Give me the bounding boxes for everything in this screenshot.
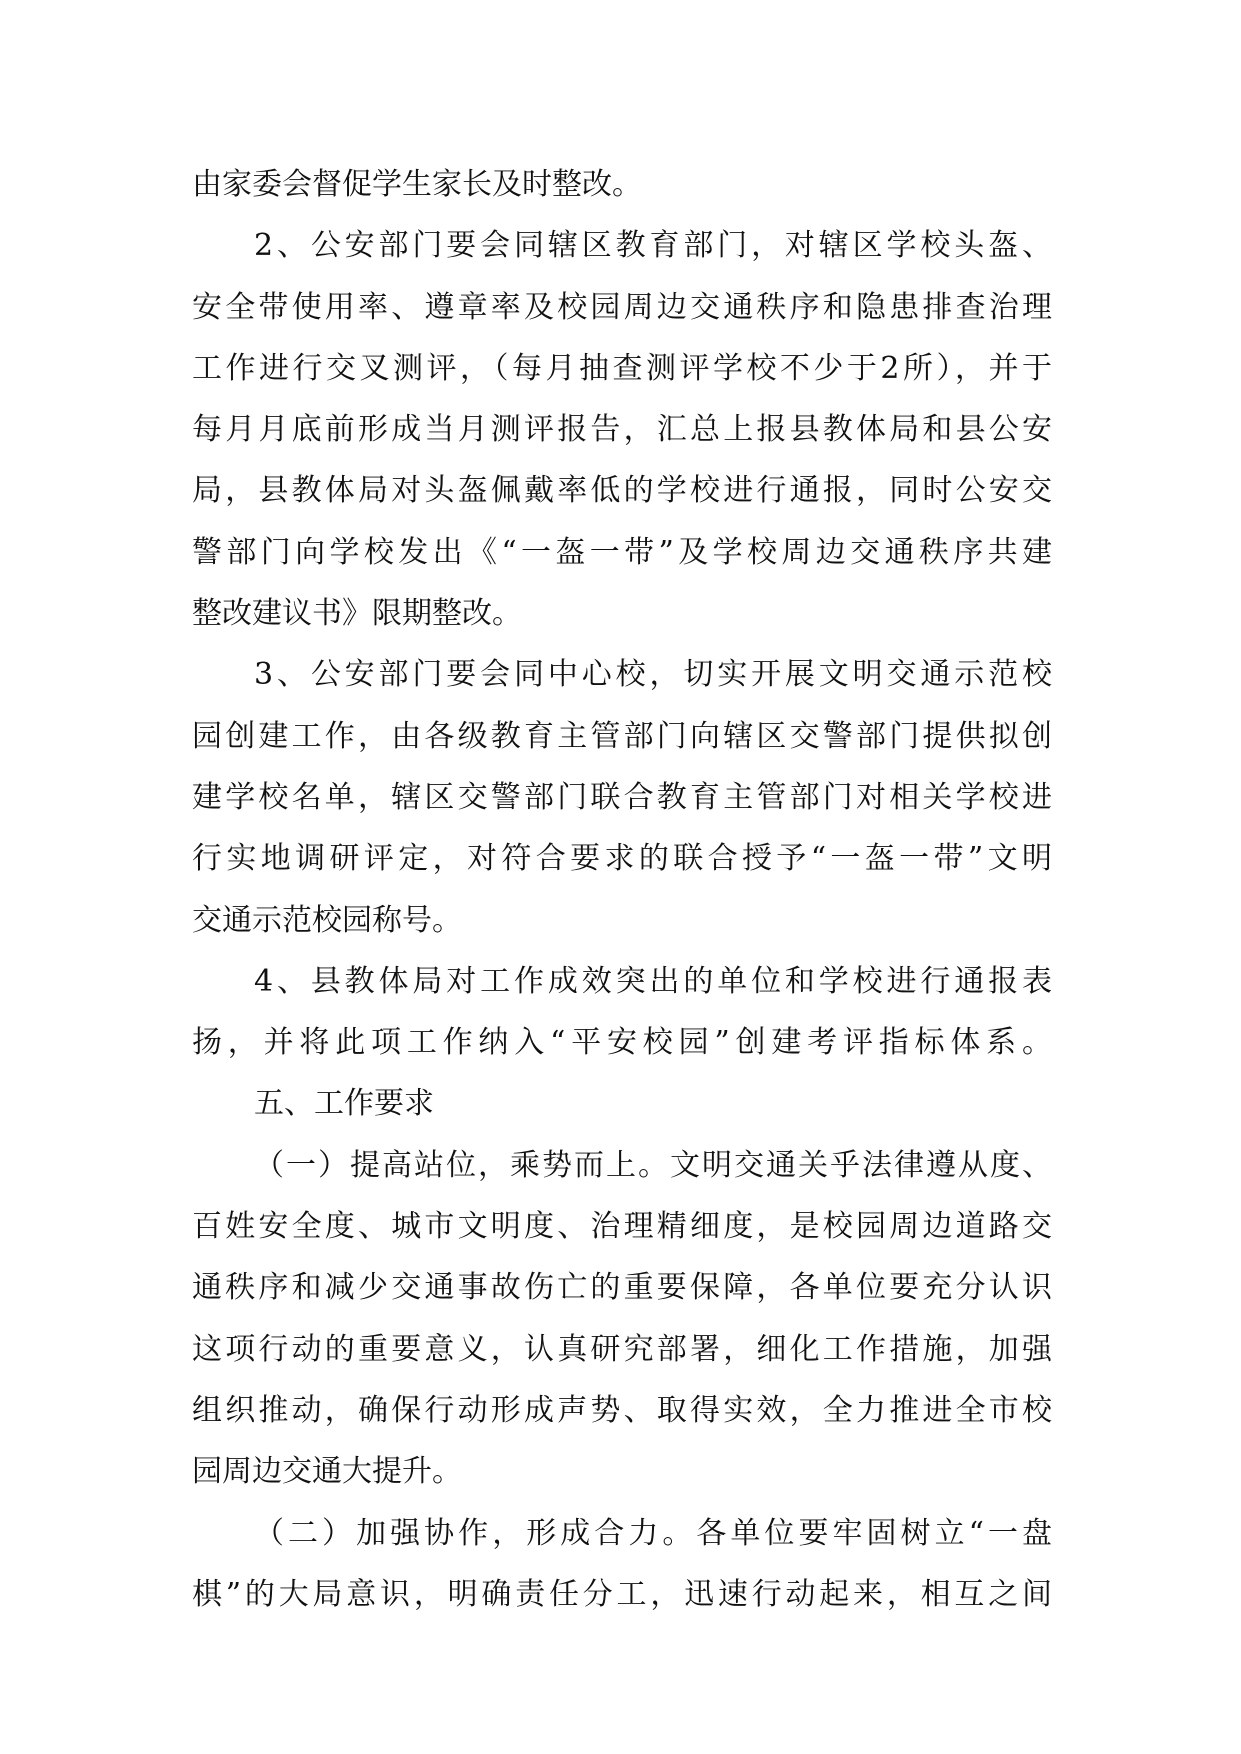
text-line: 警部门向学校发出《“一盔一带”及学校周边交通秩序共建 [192,534,1052,570]
text-line: 建学校名单，辖区交警部门联合教育主管部门对相关学校进 [192,779,1052,815]
text-line: 工作进行交叉测评，（每月抽查测评学校不少于2所），并于 [192,350,1052,386]
paragraph-p2 [192,644,1052,950]
text-line: 这项行动的重要意义，认真研究部署，细化工作措施，加强 [192,1331,1052,1367]
paragraph-p6 [192,1503,1052,1626]
text-line: 每月月底前形成当月测评报告，汇总上报县教体局和县公安 [192,412,1052,448]
text-line: 扬，并将此项工作纳入“平安校园”创建考评指标体系。 [192,1025,1052,1061]
text-line: （二）加强协作，形成合力。各单位要牢固树立“一盘 [254,1515,1052,1551]
text-line: 交通示范校园称号。 [192,902,462,938]
paragraph-p3 [192,951,1052,1074]
text-line: （一）提高站位，乘势而上。文明交通关乎法律遵从度、 [254,1147,1052,1183]
text-line: 由家委会督促学生家长及时整改。 [192,167,642,202]
paragraph-p4 [192,1073,1052,1134]
text-line: 百姓安全度、城市文明度、治理精细度，是校园周边道路交 [192,1209,1052,1245]
text-line: 通秩序和减少交通事故伤亡的重要保障，各单位要充分认识 [192,1270,1052,1306]
text-line: 4、县教体局对工作成效突出的单位和学校进行通报表 [254,963,1052,999]
text-line: 安全带使用率、遵章率及校园周边交通秩序和隐患排查治理 [192,289,1052,325]
text-line: 棋”的大局意识，明确责任分工，迅速行动起来，相互之间 [192,1576,1052,1612]
document-body [192,154,1052,1625]
text-line: 园周边交通大提升。 [192,1454,462,1490]
text-line: 行实地调研评定，对符合要求的联合授予“一盔一带”文明 [192,841,1052,877]
text-line: 组织推动，确保行动形成声势、取得实效，全力推进全市校 [192,1392,1052,1428]
text-line: 园创建工作，由各级教育主管部门向辖区交警部门提供拟创 [192,718,1052,754]
text-line: 五、工作要求 [254,1086,434,1122]
text-line: 3、公安部门要会同中心校，切实开展文明交通示范校 [254,657,1052,693]
text-line: 局，县教体局对头盔佩戴率低的学校进行通报，同时公安交 [192,473,1052,509]
text-line: 2、公安部门要会同辖区教育部门，对辖区学校头盔、 [254,228,1052,264]
paragraph-p5 [192,1135,1052,1503]
text-line: 整改建议书》限期整改。 [192,596,522,632]
paragraph-p0 [192,154,1052,215]
paragraph-p1 [192,215,1052,644]
